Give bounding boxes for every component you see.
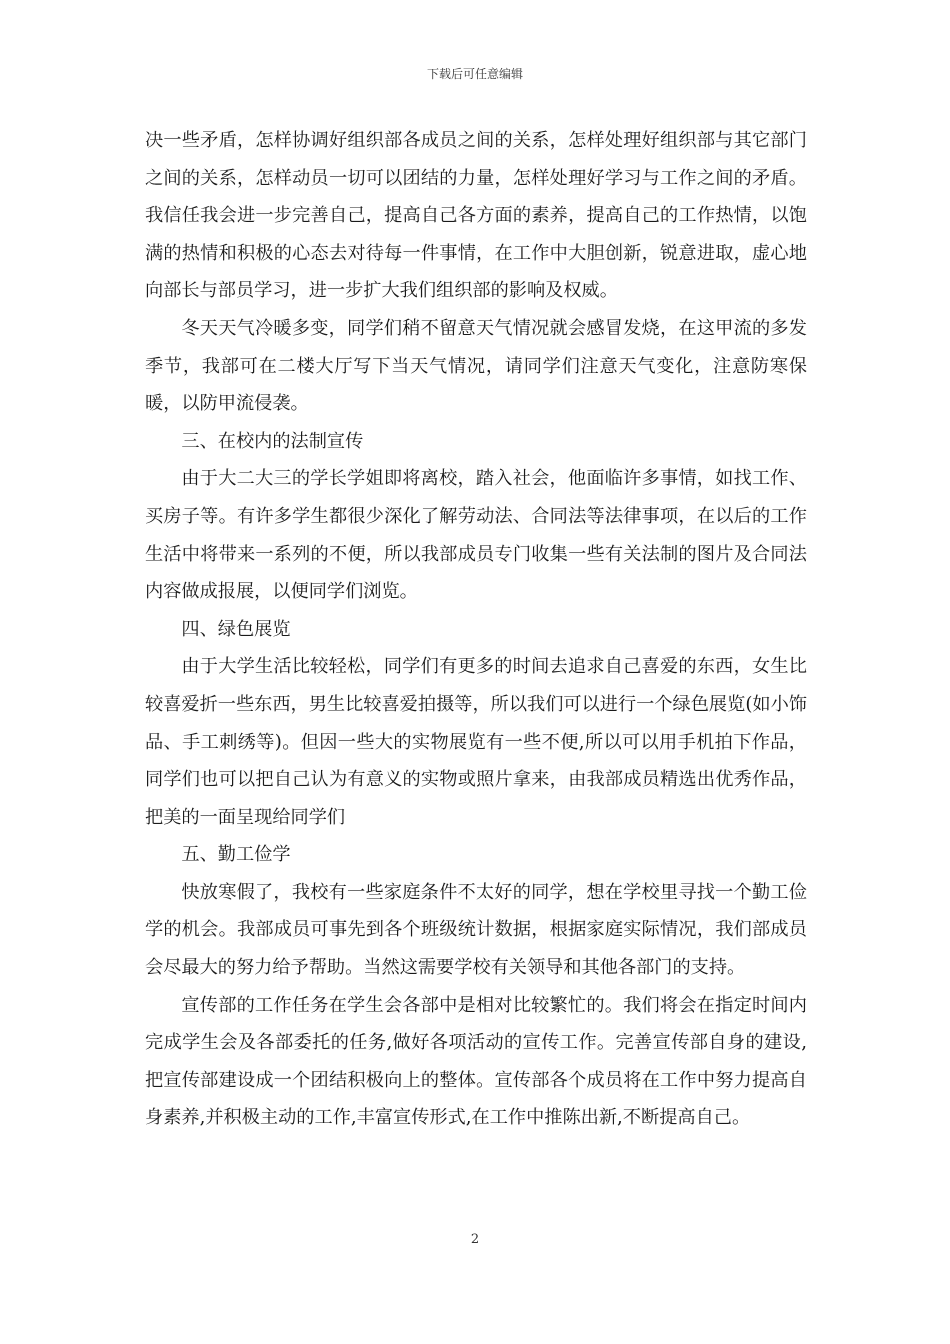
paragraph-publicity-dept: 宣传部的工作任务在学生会各部中是相对比较繁忙的。我们将会在指定时间内完成学生会及各部委托的任务,做好各项活动的宣传工作。完善宣传部自身的建设,把宣传部建设成一个团结积极向上的整体。宣传部各个成员将在工作中努力提高自身素养,并积极主动的工作,丰富宣传形式,在工作中推陈出新,不断提高自己。 [145,994,807,1129]
section-heading-legal: 三、在校内的法制宣传 [181,430,364,452]
section-heading-green-exhibit: 四、绿色展览 [181,618,291,640]
page-number: 2 [470,1232,480,1247]
page-header: 下载后可任意编辑 [426,67,523,81]
paragraph-work-study: 快放寒假了，我校有一些家庭条件不太好的同学，想在学校里寻找一个勤工俭学的机会。我部成员可事先到各个班级统计数据，根据家庭实际情况，我们部成员会尽最大的努力给予帮助。当然这需要学校有关领导和其他各部门的支持。 [145,881,807,979]
paragraph-continuation: 决一些矛盾，怎样协调好组织部各成员之间的关系，怎样处理好组织部与其它部门之间的关系，怎样动员一切可以团结的力量，怎样处理好学习与工作之间的矛盾。我信任我会进一步完善自己，提高自己各方面的素养，提高自己的工作热情，以饱满的热情和积极的心态去对待每一件事情，在工作中大胆创新，锐意进取，虚心地向部长与部员学习，进一步扩大我们组织部的影响及权威。 [145,130,807,302]
paragraph-legal: 由于大二大三的学长学姐即将离校，踏入社会，他面临许多事情，如找工作、买房子等。有许多学生都很少深化了解劳动法、合同法等法律事项，在以后的工作生活中将带来一系列的不便，所以我部成员专门收集一些有关法制的图片及合同法内容做成报展，以便同学们浏览。 [145,468,807,603]
document-body [145,122,807,1137]
paragraph-green-exhibit: 由于大学生活比较轻松，同学们有更多的时间去追求自己喜爱的东西，女生比较喜爱折一些东西，男生比较喜爱拍摄等，所以我们可以进行一个绿色展览(如小饰品、手工刺绣等)。但因一些大的实物展览有一些不便,所以可以用手机拍下作品，同学们也可以把自己认为有意义的实物或照片拿来，由我部成员精选出优秀作品，把美的一面呈现给同学们 [145,656,807,828]
section-heading-work-study: 五、勤工俭学 [181,844,291,866]
paragraph-weather: 冬天天气冷暖多变，同学们稍不留意天气情况就会感冒发烧，在这甲流的多发季节，我部可在二楼大厅写下当天气情况，请同学们注意天气变化，注意防寒保暖，以防甲流侵袭。 [145,317,807,415]
